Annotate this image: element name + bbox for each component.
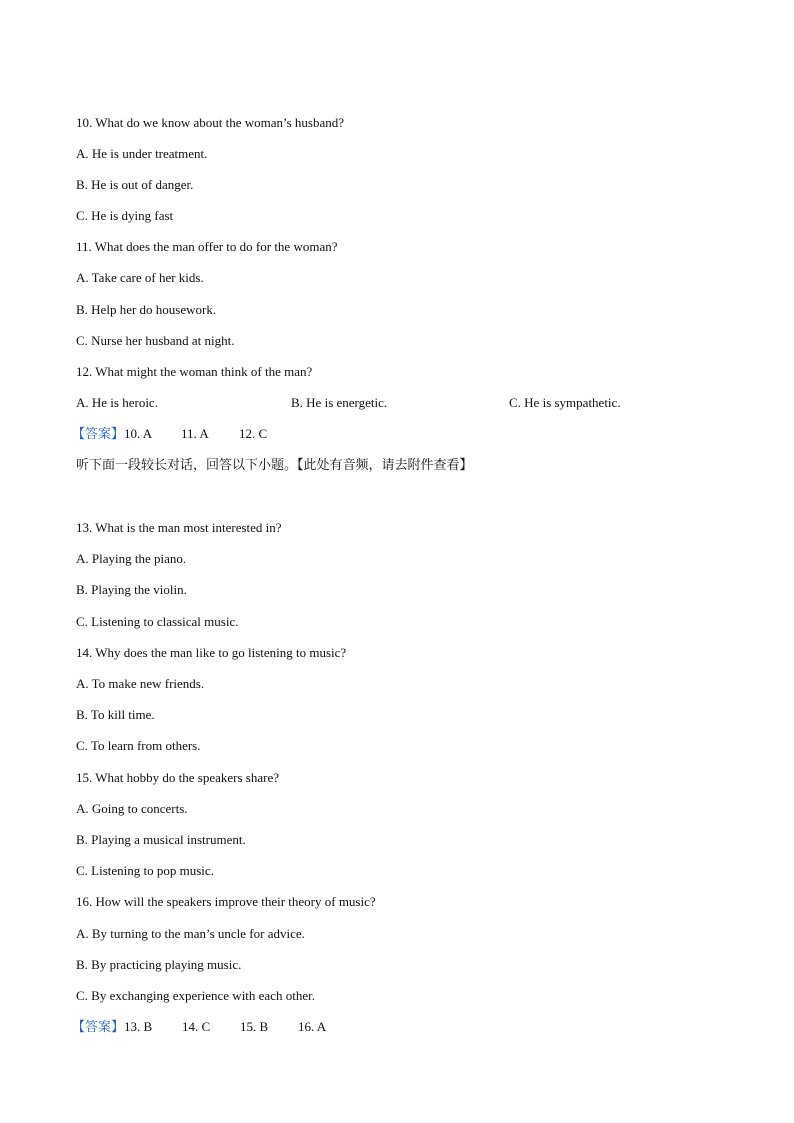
question-10: 10. What do we know about the woman’s husband? — [76, 115, 345, 130]
answer-line-1 — [72, 426, 267, 443]
answer-item: 14. C — [182, 1019, 211, 1034]
answer-tag: 【答案】 — [72, 1020, 125, 1035]
listening-instruction: 听下面一段较长对话，回答以下小题。【此处有音频，请去附件查看】 — [76, 458, 473, 473]
q10-option-c: C. He is dying fast — [76, 208, 174, 223]
q10-option-b: B. He is out of danger. — [76, 177, 194, 192]
answer-tag: 【答案】 — [72, 427, 125, 442]
q11-option-c: C. Nurse her husband at night. — [76, 333, 235, 348]
question-12: 12. What might the woman think of the man? — [76, 364, 313, 379]
answer-item: 11. A — [181, 426, 209, 441]
q16-option-b: B. By practicing playing music. — [76, 957, 242, 972]
q13-option-a: A. Playing the piano. — [76, 551, 187, 566]
question-15: 15. What hobby do the speakers share? — [76, 770, 280, 785]
q10-option-a: A. He is under treatment. — [76, 146, 208, 161]
question-13: 13. What is the man most interested in? — [76, 520, 282, 535]
q12-option-c: C. He is sympathetic. — [509, 395, 621, 410]
answer-item: 16. A — [298, 1019, 327, 1034]
q15-option-a: A. Going to concerts. — [76, 801, 188, 816]
q13-option-b: B. Playing the violin. — [76, 582, 187, 597]
q16-option-a: A. By turning to the man’s uncle for advice. — [76, 926, 305, 941]
question-14: 14. Why does the man like to go listening to music? — [76, 645, 347, 660]
q11-option-a: A. Take care of her kids. — [76, 270, 204, 285]
q15-option-b: B. Playing a musical instrument. — [76, 832, 246, 847]
answer-item: 13. B — [124, 1019, 153, 1034]
answer-item: 15. B — [240, 1019, 269, 1034]
question-16: 16. How will the speakers improve their theory of music? — [76, 894, 376, 909]
q16-option-c: C. By exchanging experience with each other. — [76, 988, 315, 1003]
q14-option-c: C. To learn from others. — [76, 738, 201, 753]
answer-line-2 — [72, 1019, 326, 1036]
q13-option-c: C. Listening to classical music. — [76, 614, 239, 629]
question-11: 11. What does the man offer to do for the woman? — [76, 239, 338, 254]
q14-option-a: A. To make new friends. — [76, 676, 205, 691]
q11-option-b: B. Help her do housework. — [76, 302, 217, 317]
q14-option-b: B. To kill time. — [76, 707, 155, 722]
answer-item: 12. C — [239, 426, 268, 441]
answer-item: 10. A — [124, 426, 153, 441]
q15-option-c: C. Listening to pop music. — [76, 863, 214, 878]
q12-option-a: A. He is heroic. — [76, 395, 158, 410]
q12-option-b: B. He is energetic. — [291, 395, 388, 410]
